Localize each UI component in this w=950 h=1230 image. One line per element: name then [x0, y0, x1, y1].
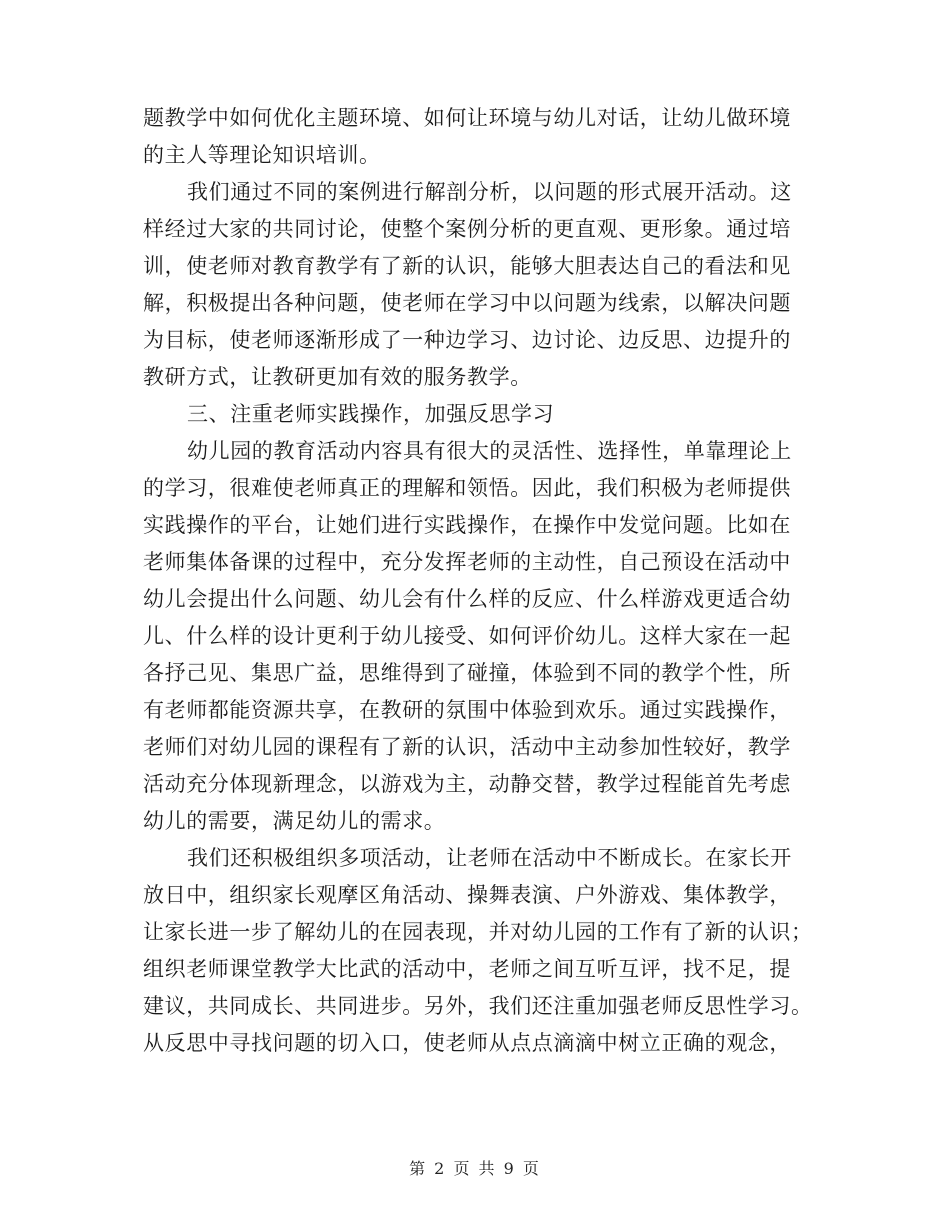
text-line: 各抒己见、集思广益，思维得到了碰撞，体验到不同的教学个性，所 — [143, 661, 791, 685]
text-line: 组织老师课堂教学大比武的活动中，老师之间互听互评，找不足，提 — [143, 957, 791, 981]
text-line: 为目标，使老师逐渐形成了一种边学习、边讨论、边反思、边提升的 — [143, 328, 791, 352]
document-body — [143, 100, 813, 1062]
text-line: 活动充分体现新理念，以游戏为主，动静交替，教学过程能首先考虑 — [143, 772, 791, 796]
text-line: 样经过大家的共同讨论，使整个案例分析的更直观、更形象。通过培 — [143, 217, 791, 241]
paragraph-start-line: 我们还积极组织多项活动，让老师在活动中不断成长。在家长开 — [187, 846, 792, 870]
text-line: 放日中，组织家长观摩区角活动、操舞表演、户外游戏、集体教学， — [143, 883, 791, 907]
text-line: 幼儿的需要，满足幼儿的需求。 — [143, 809, 446, 833]
text-line: 老师们对幼儿园的课程有了新的认识，活动中主动参加性较好，教学 — [143, 735, 791, 759]
page-number-footer: 第 2 页 共 9 页 — [409, 1159, 541, 1178]
paragraph-start-line: 我们通过不同的案例进行解剖分析，以问题的形式展开活动。这 — [187, 180, 792, 204]
text-line: 从反思中寻找问题的切入口，使老师从点点滴滴中树立正确的观念， — [143, 1031, 791, 1055]
text-line: 的主人等理论知识培训。 — [143, 143, 381, 167]
section-heading: 三、注重老师实践操作，加强反思学习 — [187, 402, 555, 426]
text-line: 老师集体备课的过程中，充分发挥老师的主动性，自己预设在活动中 — [143, 550, 791, 574]
text-line: 题教学中如何优化主题环境、如何让环境与幼儿对话，让幼儿做环境 — [143, 106, 791, 130]
text-line: 教研方式，让教研更加有效的服务教学。 — [143, 365, 532, 389]
text-line: 训，使老师对教育教学有了新的认识，能够大胆表达自己的看法和见 — [143, 254, 791, 278]
text-line: 儿、什么样的设计更利于幼儿接受、如何评价幼儿。这样大家在一起 — [143, 624, 791, 648]
paragraph-start-line: 幼儿园的教育活动内容具有很大的灵活性、选择性，单靠理论上 — [187, 439, 792, 463]
text-line: 建议，共同成长、共同进步。另外，我们还注重加强老师反思性学习。 — [143, 994, 813, 1018]
text-line: 有老师都能资源共享，在教研的氛围中体验到欢乐。通过实践操作， — [143, 698, 791, 722]
text-line: 实践操作的平台，让她们进行实践操作，在操作中发觉问题。比如在 — [143, 513, 791, 537]
text-line: 解，积极提出各种问题，使老师在学习中以问题为线索，以解决问题 — [143, 291, 791, 315]
text-line: 的学习，很难使老师真正的理解和领悟。因此，我们积极为老师提供 — [143, 476, 791, 500]
text-line: 幼儿会提出什么问题、幼儿会有什么样的反应、什么样游戏更适合幼 — [143, 587, 791, 611]
text-line: 让家长进一步了解幼儿的在园表现，并对幼儿园的工作有了新的认识； — [143, 920, 813, 944]
